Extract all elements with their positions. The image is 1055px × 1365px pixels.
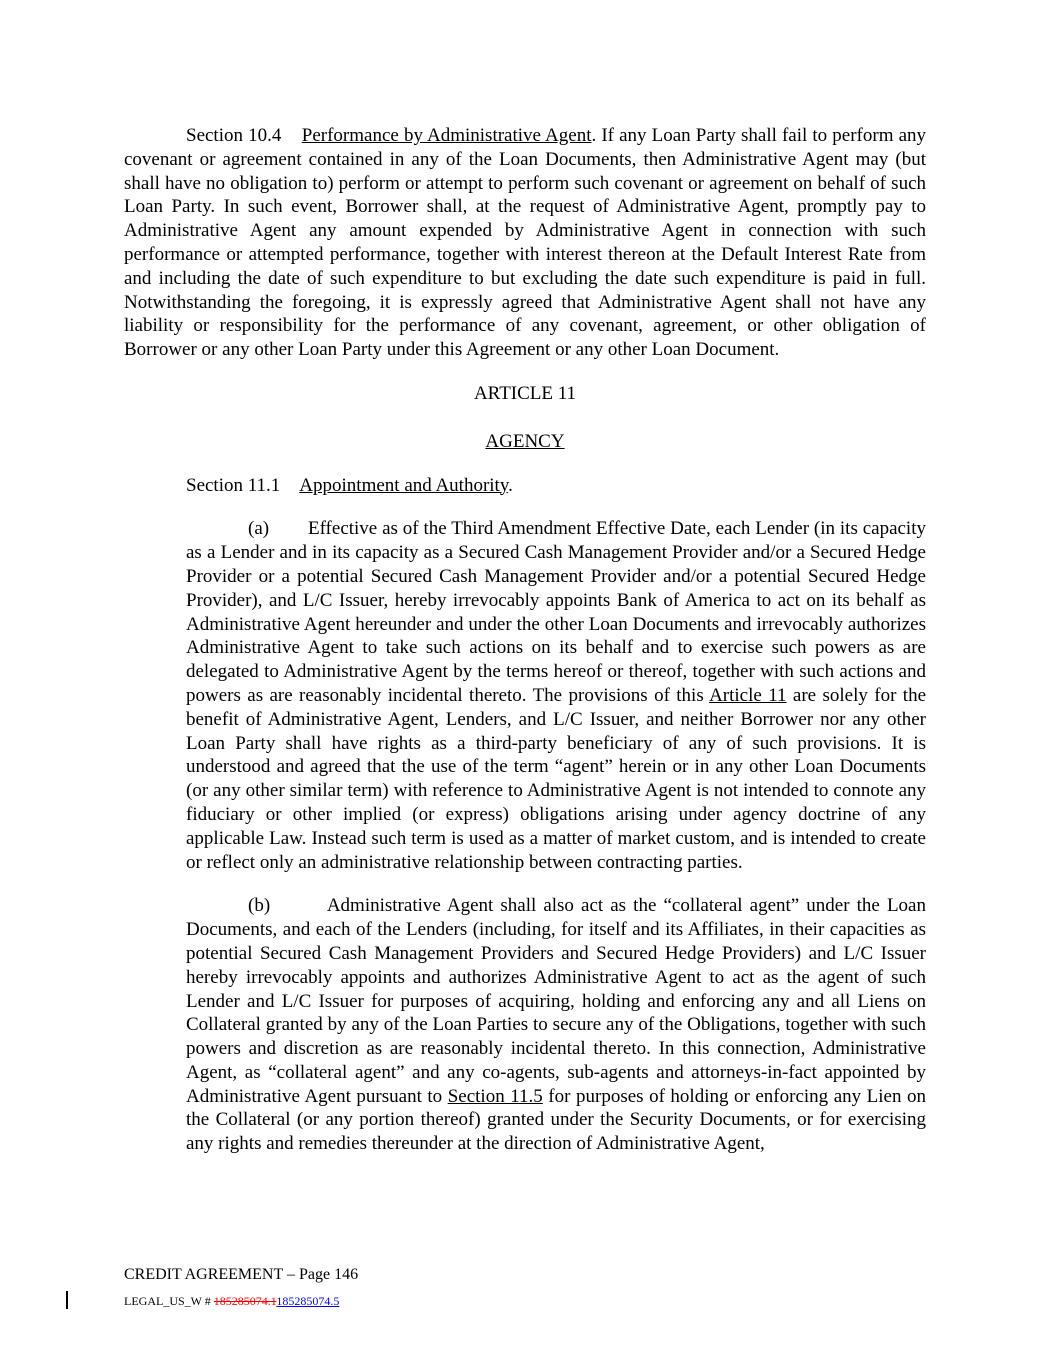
footer-document-id (124, 1293, 339, 1309)
section-11-5-link[interactable]: Section 11.5 (447, 1085, 543, 1107)
paragraph-a-text-1: Effective as of the Third Amendment Effective Date, each Lender (in its capacity as a Lender and in its capacity as a Secured Cash Management Provider and/or a Secured Hedge Provider or a potential Secured Cash Management Provider and/or a potential Secured Hedge Provider), and L/C Issuer, hereby irrevocably appoints Bank of America to act on its behalf as Administrative Agent hereunder and under the other Loan Documents and irrevocably authorizes Administrative Agent to take such actions on its behalf and to exercise such powers as are delegated to Administrative Agent by the terms hereof or thereof, together with such actions and powers as are reasonably incidental thereto. The provisions of this (186, 518, 926, 706)
doc-id-inserted: 185285074.5 (276, 1294, 340, 1308)
section-11-1-title-end: . (508, 474, 513, 496)
article-11-link[interactable]: Article 11 (709, 684, 787, 706)
paragraph-b-text-1: Administrative Agent shall also act as the “collateral agent” under the Loan Documents, and each of the Lenders (including, for itself and its Affiliates, in their capacities as potential Secured Cash Management Providers and Secured Hedge Providers) and L/C Issuer hereby irrevocably appoints and authorizes Administrative Agent to act as the agent of such Lender and L/C Issuer for purposes of acquiring, holding and enforcing any and all Liens on Collateral granted by any of the Loan Parties to secure any of the Obligations, together with such powers and discretion as are reasonably incidental thereto. In this connection, Administrative Agent, as “collateral agent” and any co-agents, sub-agents and attorneys-in-fact appointed by Administrative Agent pursuant to (186, 895, 926, 1107)
section-11-1-number: Section 11.1 (186, 474, 281, 496)
article-title-line (124, 430, 926, 454)
section-10-4-title: Performance by Administrative Agent (301, 125, 592, 146)
doc-id-deleted: 185285074.1 (213, 1294, 277, 1308)
section-10-4-number: Section 10.4 (186, 125, 282, 146)
article-title: AGENCY (485, 430, 565, 452)
paragraph-a-label: (a) (248, 518, 270, 540)
article-heading: ARTICLE 11 (473, 382, 577, 404)
section-10-4-text: . If any Loan Party shall fail to perform any covenant or agreement contained in any of the Loan Documents, then Administrative Agent may (but shall have no obligation to) perform or attempt to perform such covenant or agreement on behalf of such Loan Party. In such event, Borrower shall, at the request of Administrative Agent, promptly pay to Administrative Agent any amount expended by Administrative Agent in connection with such performance or attempted performance, together with interest thereon at the Default Interest Rate from and including the date of such expenditure to but excluding the date such expenditure is paid in full. Notwithstanding the foregoing, it is expressly agreed that Administrative Agent shall not have any liability or responsibility for the performance of any covenant, agreement, or other obligation of Borrower or any other Loan Party under this Agreement or any other Loan Document. (124, 125, 927, 361)
paragraph-a-text-2: are solely for the benefit of Administrative Agent, Lenders, and L/C Issuer, and neither Borrower nor any other Loan Party shall have rights as a third-party beneficiary of any of such provisions. It is understood and agreed that the use of the term “agent” herein or in any other Loan Documents (or any other similar term) with reference to Administrative Agent is not intended to connote any fiduciary or other implied (or express) obligations arising under agency doctrine of any applicable Law. Instead such term is used as a matter of market custom, and is intended to create or reflect only an administrative relationship between contracting parties. (186, 684, 927, 873)
footer-page-label: CREDIT AGREEMENT – Page 146 (124, 1266, 359, 1283)
change-bar (66, 1291, 68, 1309)
section-11-1-title: Appointment and Authority (299, 474, 509, 496)
section-10-4-paragraph (124, 124, 926, 362)
paragraph-a (186, 517, 926, 874)
paragraph-b-text-2: for purposes of holding or enforcing any Lien on the Collateral (or any portion thereof) granted under the Security Documents, or for exercising any rights and remedies thereunder at the direction of Administrative Agent, (186, 1085, 927, 1155)
doc-id-prefix: LEGAL_US_W # (124, 1294, 214, 1308)
paragraph-b (186, 894, 926, 1156)
document-page (124, 124, 926, 1156)
section-11-1-heading (124, 474, 926, 498)
paragraph-b-label: (b) (248, 895, 271, 917)
